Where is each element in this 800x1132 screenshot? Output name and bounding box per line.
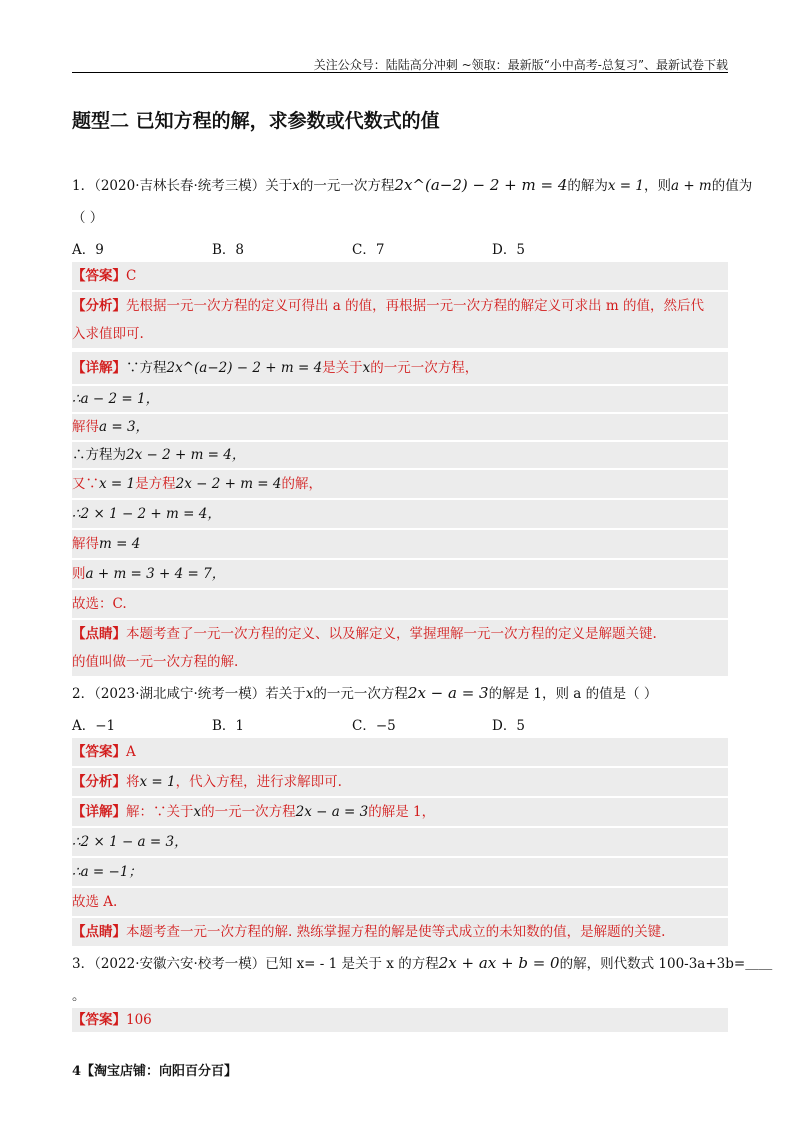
q1-detail-1: 【详解】∵方程2x^(a−2) − 2 + m = 4是关于x的一元一次方程， [72,352,728,384]
q2-option-d: D．5 [492,718,525,734]
q2-detail-4: 故选 A. [72,888,728,916]
q1-detail-2: ∴a − 2 = 1， [72,386,728,412]
page-footer: 4【淘宝店铺：向阳百分百】 [72,1064,238,1079]
q1-detail-5: 又∵x = 1是方程2x − 2 + m = 4的解， [72,470,728,498]
q1-option-b: B．8 [212,242,245,258]
q2-stem: 2．（2023·湖北咸宁·统考一模）若关于x的一元一次方程2x − a = 3的解是 1，则 a 的值是（ ） [72,684,658,702]
q1-comment: 【点睛】本题考查了一元一次方程的定义、以及解定义，掌握理解一元一次方程的定义是解题关键. 的值叫做一元一次方程的解. [72,620,728,676]
q2-option-c: C．−5 [352,718,396,734]
q2-analysis: 【分析】将x = 1，代入方程，进行求解即可. [72,768,728,796]
q1-detail-8: 则a + m = 3 + 4 = 7， [72,560,728,588]
q1-detail-9: 故选：C. [72,590,728,618]
q3-stem: 3．（2022·安徽六安·校考一模）已知 x= - 1 是关于 x 的方程2x + ax + b = 0的解，则代数式 100-3a+3b=＿＿ [72,954,773,972]
q2-detail-3: ∴a = −1； [72,858,728,886]
q1-paren: （ ） [72,210,104,226]
q1-option-d: D．5 [492,242,525,258]
q1-option-c: C．7 [352,242,385,258]
q2-answer: 【答案】A [72,738,728,766]
q1-analysis: 【分析】先根据一元一次方程的定义可得出 a 的值，再根据一元一次方程的解定义可求出 m 的值，然后代 入求值即可. [72,292,728,348]
q3-stem-end: 。 [72,988,86,1004]
q2-detail-2: ∴2 × 1 − a = 3， [72,828,728,856]
q2-option-b: B．1 [212,718,245,734]
q2-option-a: A．−1 [72,718,116,734]
section-title: 题型二 已知方程的解，求参数或代数式的值 [72,110,440,132]
q2-comment: 【点睛】本题考查一元一次方程的解. 熟练掌握方程的解是使等式成立的未知数的值，是解题的关键. [72,918,728,946]
q2-detail-1: 【详解】解：∵关于x的一元一次方程2x − a = 3的解是 1， [72,798,728,826]
q1-detail-7: 解得m = 4 [72,530,728,558]
q1-answer: 【答案】C [72,262,728,290]
page-header: 关注公众号：陆陆高分冲刺 ~领取：最新版“小中高考-总复习”、最新试卷下载 [313,58,728,72]
q1-stem: 1．（2020·吉林长春·统考三模）关于x的一元一次方程2x^(a−2) − 2 + m = 4的解为x = 1，则a + m的值为 [72,176,753,194]
q3-answer: 【答案】106 [72,1008,728,1032]
header-rule [72,72,728,73]
q1-detail-6: ∴2 × 1 − 2 + m = 4， [72,500,728,528]
q1-option-a: A．9 [72,242,104,258]
q1-detail-3: 解得a = 3， [72,414,728,440]
q1-detail-4: ∴方程为2x − 2 + m = 4， [72,442,728,468]
